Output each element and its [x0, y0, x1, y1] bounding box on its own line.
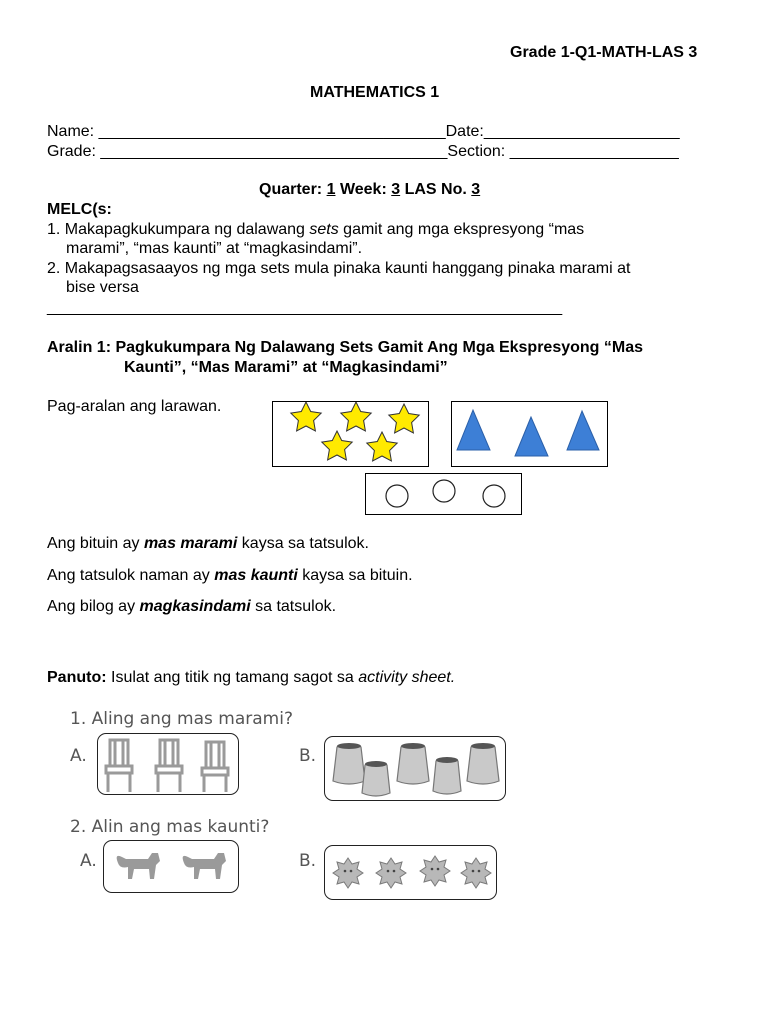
- document-title: MATHEMATICS 1: [310, 84, 440, 101]
- sentence-triangles-c: kaysa sa bituin.: [297, 567, 413, 584]
- grade-section-row: [47, 143, 679, 161]
- grade-field[interactable]: _______________________________________: [100, 143, 448, 160]
- suns-image: [325, 846, 496, 899]
- divider-rule: ______________________________________________________________: [47, 299, 562, 316]
- sun-icon: [461, 858, 491, 888]
- sentence-circles-a: Ang bilog ay: [47, 598, 140, 615]
- q2-option-b-label[interactable]: B.: [299, 851, 317, 871]
- star-icon: [367, 432, 397, 461]
- chair-icon: [202, 742, 228, 792]
- circles-set: [365, 473, 522, 515]
- sun-icon: [420, 856, 450, 886]
- sentence-stars-emphasis: mas marami: [143, 535, 238, 552]
- melc-item-1-text: 1. Makapagkukumpara ng dalawang: [47, 221, 310, 238]
- star-icon: [291, 402, 321, 431]
- chair-icon: [106, 740, 132, 792]
- melc-item-1-sets: sets: [309, 221, 339, 238]
- melc-item-2-cont: bise versa: [66, 279, 139, 296]
- date-label: Date:: [445, 123, 484, 140]
- star-icon: [389, 404, 419, 433]
- name-field[interactable]: _______________________________________: [98, 123, 446, 140]
- quarter-line: [259, 181, 480, 199]
- sentence-circles: [47, 598, 336, 616]
- sun-icon: [333, 858, 363, 888]
- triangle-icon: [515, 417, 548, 456]
- q2-option-a-label[interactable]: A.: [80, 851, 97, 871]
- instruction: [47, 669, 455, 687]
- sentence-stars-c: kaysa sa tatsulok.: [237, 535, 369, 552]
- triangles-set: [451, 401, 608, 467]
- sun-icon: [376, 858, 406, 888]
- stars-image: [273, 402, 428, 466]
- q2-option-a-dogs[interactable]: [103, 840, 239, 893]
- sentence-stars-a: Ang bituin ay: [47, 535, 144, 552]
- dogs-image: [104, 841, 238, 892]
- name-label: Name:: [47, 123, 95, 140]
- instruction-activity-sheet: activity sheet.: [358, 669, 456, 686]
- melc-item-1-text-b: gamit ang mga ekspresyong “mas: [338, 221, 585, 238]
- stool-icon: [433, 758, 461, 794]
- question-2: 2. Alin ang mas kaunti?: [70, 817, 270, 837]
- triangles-image: [452, 402, 607, 466]
- study-instruction: Pag-aralan ang larawan.: [47, 398, 222, 415]
- sentence-circles-emphasis: magkasindami: [139, 598, 251, 615]
- circle-icon: [386, 485, 408, 507]
- instruction-label: Panuto:: [47, 669, 107, 686]
- stool-icon: [362, 762, 390, 796]
- q1-option-a-chairs[interactable]: [97, 733, 239, 795]
- q1-option-b-label[interactable]: B.: [299, 746, 317, 766]
- chairs-image: [98, 734, 238, 794]
- melc-item-2: 2. Makapagsasaayos ng mga sets mula pinaka kaunti hanggang pinaka marami at: [47, 260, 631, 277]
- las-value: 3: [471, 181, 481, 198]
- quarter-value: 1: [326, 181, 336, 198]
- circles-image: [366, 474, 521, 514]
- sentence-triangles-a: Ang tatsulok naman ay: [47, 567, 215, 584]
- lesson-title: Aralin 1: Pagkukumpara Ng Dalawang Sets Gamit Ang Mga Ekspresyong “Mas: [47, 339, 644, 356]
- question-1: 1. Aling ang mas marami?: [70, 709, 293, 729]
- sentence-circles-c: sa tatsulok.: [250, 598, 337, 615]
- date-field[interactable]: ______________________: [483, 123, 680, 140]
- document-code: Grade 1-Q1-MATH-LAS 3: [510, 44, 698, 61]
- stools-image: [325, 737, 505, 800]
- circle-icon: [483, 485, 505, 507]
- triangle-icon: [567, 411, 599, 450]
- sentence-triangles-emphasis: mas kaunti: [214, 567, 298, 584]
- dog-icon: [117, 853, 160, 879]
- grade-label: Grade:: [47, 143, 96, 160]
- q1-option-b-stools[interactable]: [324, 736, 506, 801]
- stool-icon: [333, 744, 365, 784]
- name-date-row: [47, 123, 680, 141]
- las-label: LAS No.: [404, 181, 467, 198]
- section-label: Section:: [447, 143, 506, 160]
- circle-icon: [433, 480, 455, 502]
- sentence-triangles: [47, 567, 413, 585]
- q2-option-b-suns[interactable]: [324, 845, 497, 900]
- q1-option-a-label[interactable]: A.: [70, 746, 87, 766]
- melc-item-1: [47, 221, 584, 239]
- triangle-icon: [457, 410, 490, 450]
- week-value: 3: [391, 181, 401, 198]
- star-icon: [341, 402, 371, 431]
- week-label: Week:: [339, 181, 387, 198]
- stool-icon: [397, 744, 429, 784]
- dog-icon: [183, 853, 226, 879]
- lesson-title-cont: Kaunti”, “Mas Marami” at “Magkasindami”: [124, 359, 448, 376]
- stars-set: [272, 401, 429, 467]
- sentence-stars: [47, 535, 369, 553]
- instruction-text: Isulat ang titik ng tamang sagot sa: [106, 669, 359, 686]
- stool-icon: [467, 744, 499, 784]
- chair-icon: [156, 740, 182, 792]
- melc-item-1-cont: marami”, “mas kaunti” at “magkasindami”.: [66, 240, 363, 257]
- section-field[interactable]: ___________________: [509, 143, 679, 160]
- star-icon: [322, 431, 352, 460]
- melc-heading: MELC(s:: [47, 201, 112, 218]
- quarter-label: Quarter:: [259, 181, 323, 198]
